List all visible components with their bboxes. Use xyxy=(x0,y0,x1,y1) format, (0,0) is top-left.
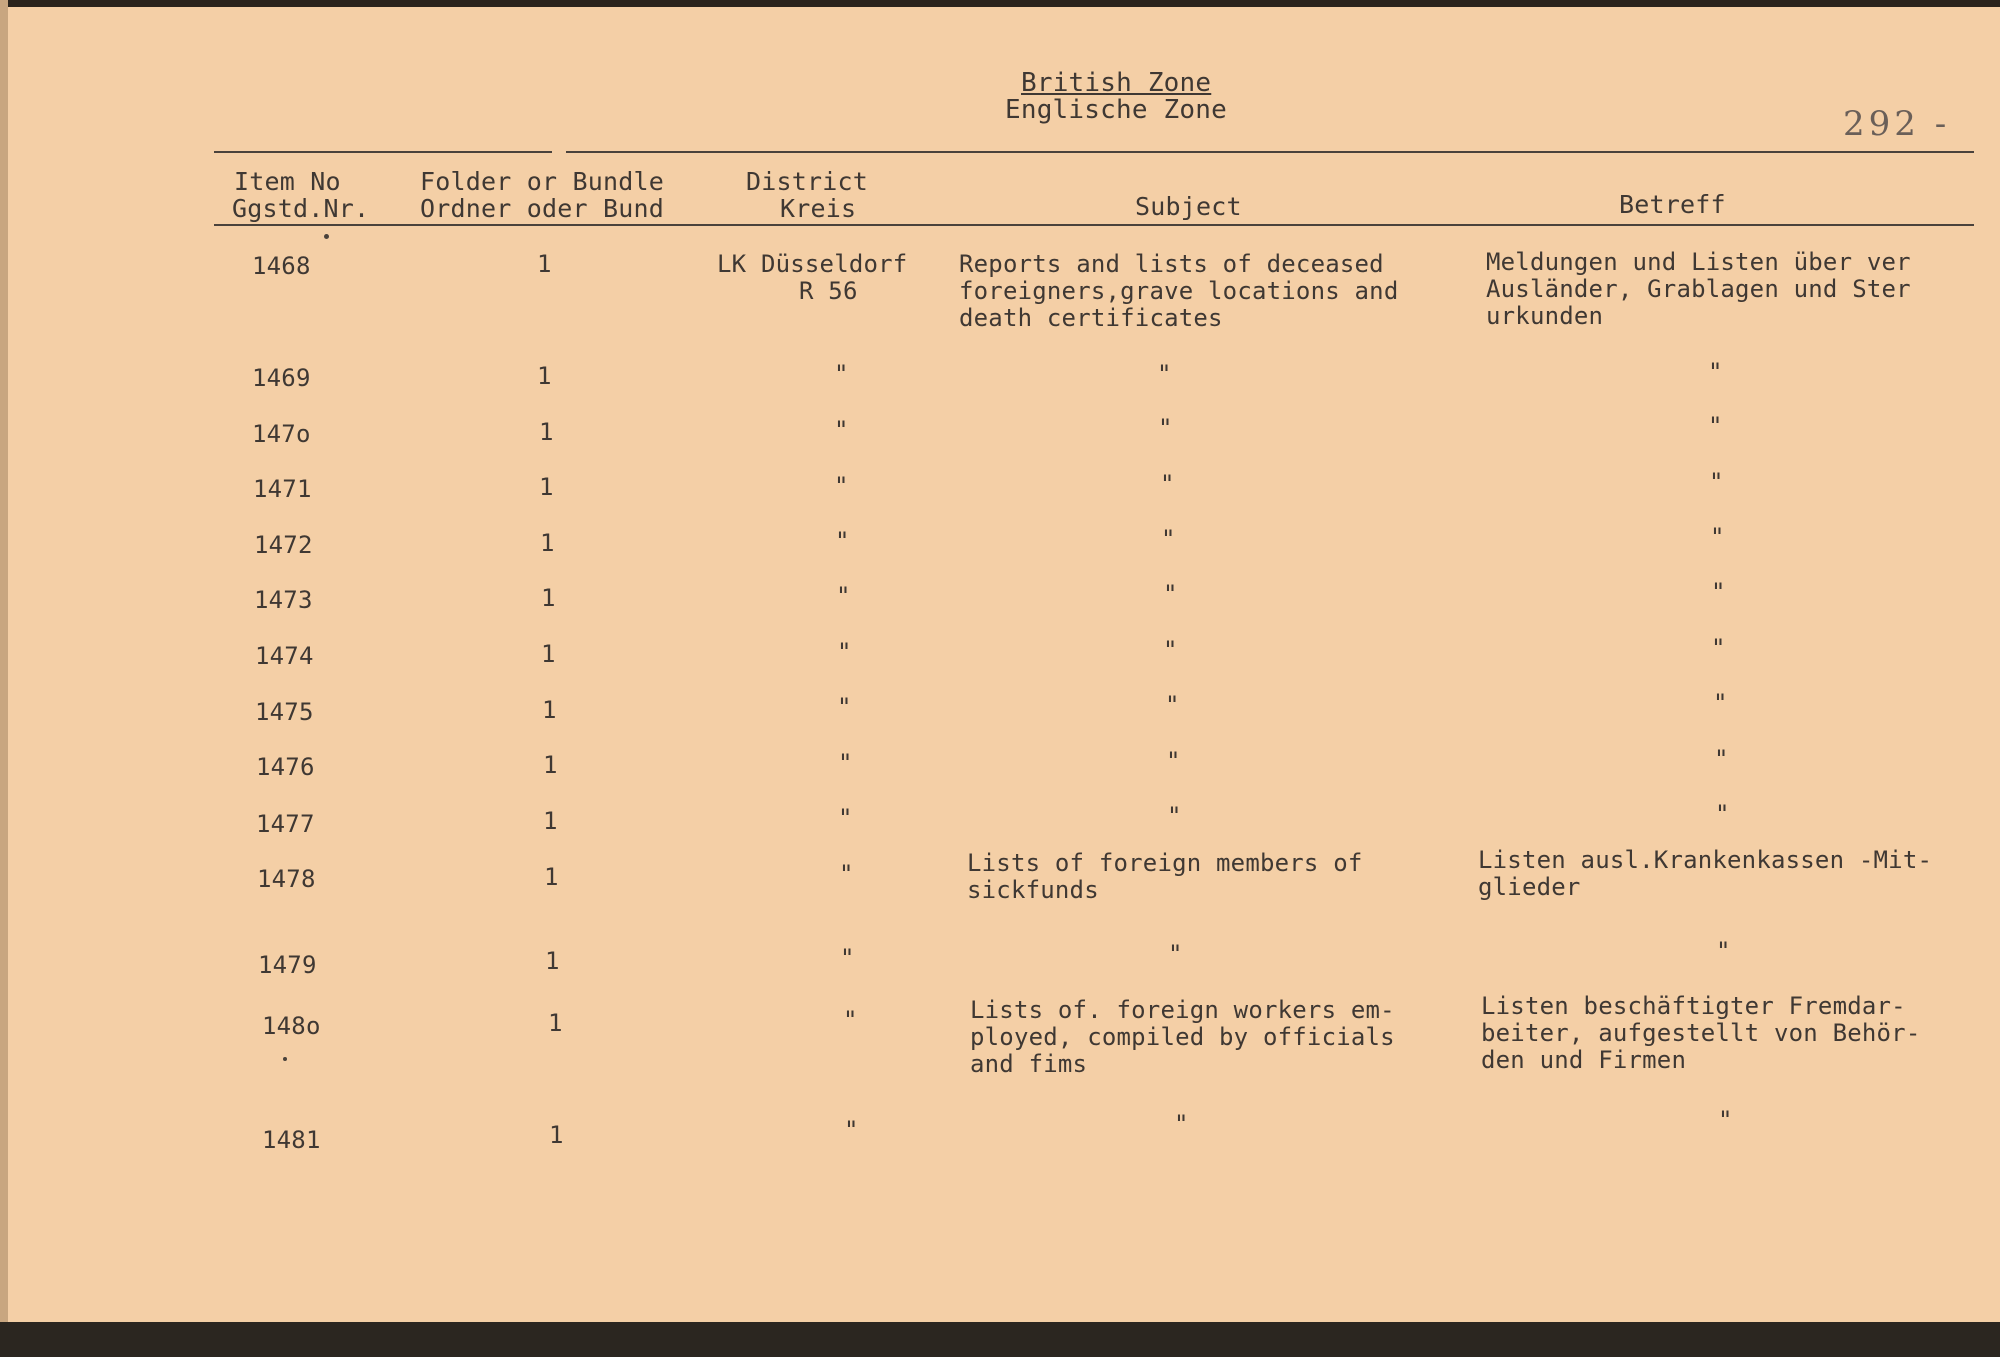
row-1475-folder: 1 xyxy=(542,696,557,724)
row-1478-district-ditto: " xyxy=(839,860,854,888)
row-1475-subject-ditto: " xyxy=(1165,691,1180,719)
row-1480-item: 148o xyxy=(262,1012,321,1040)
row-1481-district-ditto: " xyxy=(844,1116,859,1144)
row-1476-betreff-ditto: " xyxy=(1714,745,1729,773)
column-header-subject: Subject xyxy=(1135,192,1242,221)
row-1474-item: 1474 xyxy=(255,642,314,670)
row-1473-district-ditto: " xyxy=(836,582,851,610)
row-1478-item: 1478 xyxy=(257,865,316,893)
row-1477-betreff-ditto: " xyxy=(1715,800,1730,828)
row-1469-item: 1469 xyxy=(252,364,311,392)
page-number: 292 - xyxy=(1843,104,1951,144)
scan-top-edge xyxy=(0,0,2000,7)
row-1480-district-ditto: " xyxy=(843,1006,858,1034)
row-1470-betreff-ditto: " xyxy=(1708,412,1723,440)
row-1481-item: 1481 xyxy=(262,1126,321,1154)
row-1470-item: 147o xyxy=(252,420,311,448)
row-1479-subject-ditto: " xyxy=(1168,940,1183,968)
row-1478-subject: Lists of foreign members of sickfunds xyxy=(967,849,1363,904)
row-1477-item: 1477 xyxy=(256,810,315,838)
row-1481-subject-ditto: " xyxy=(1174,1110,1189,1138)
document-title: British Zone xyxy=(1021,68,1212,98)
row-1474-folder: 1 xyxy=(541,640,556,668)
row-1469-betreff-ditto: " xyxy=(1708,358,1723,386)
row-1470-subject-ditto: " xyxy=(1158,414,1173,442)
header-rule xyxy=(214,224,1974,226)
column-header-district-en: District xyxy=(746,167,869,196)
row-1472-district-ditto: " xyxy=(835,527,850,555)
row-1473-betreff-ditto: " xyxy=(1711,578,1726,606)
row-1476-item: 1476 xyxy=(256,753,315,781)
row-1471-item: 1471 xyxy=(253,475,312,503)
row-1474-subject-ditto: " xyxy=(1163,636,1178,664)
ink-dot xyxy=(283,1057,287,1061)
row-1469-folder: 1 xyxy=(537,362,552,390)
row-1470-folder: 1 xyxy=(539,418,554,446)
row-1479-item: 1479 xyxy=(258,951,317,979)
row-1476-folder: 1 xyxy=(543,751,558,779)
column-header-item-de: Ggstd.Nr. xyxy=(232,194,370,223)
top-rule-right xyxy=(566,151,1974,153)
row-1471-folder: 1 xyxy=(539,473,554,501)
column-header-folder-de: Ordner oder Bund xyxy=(420,194,665,223)
row-1472-folder: 1 xyxy=(540,529,555,557)
row-1477-subject-ditto: " xyxy=(1167,802,1182,830)
row-1472-betreff-ditto: " xyxy=(1710,523,1725,551)
column-header-item-en: Item No xyxy=(234,167,341,196)
row-1471-betreff-ditto: " xyxy=(1709,468,1724,496)
column-header-district-de: Kreis xyxy=(780,194,857,223)
row-1477-folder: 1 xyxy=(543,807,558,835)
scan-left-edge xyxy=(0,0,8,1357)
row-1481-betreff-ditto: " xyxy=(1718,1106,1733,1134)
column-header-folder-en: Folder or Bundle xyxy=(420,167,665,196)
row-1468-district-code: R 56 xyxy=(799,277,858,305)
row-1472-subject-ditto: " xyxy=(1161,525,1176,553)
row-1476-district-ditto: " xyxy=(838,749,853,777)
row-1480-betreff: Listen beschäftigter Fremdar- beiter, aufgestellt von Behör- den und Firmen xyxy=(1481,992,1921,1074)
row-1470-district-ditto: " xyxy=(834,416,849,444)
row-1474-district-ditto: " xyxy=(837,638,852,666)
row-1479-district-ditto: " xyxy=(840,944,855,972)
row-1468-subject: Reports and lists of deceased foreigners,grave locations and death certificates xyxy=(959,250,1399,332)
row-1473-item: 1473 xyxy=(254,586,313,614)
row-1469-subject-ditto: " xyxy=(1157,360,1172,388)
row-1481-folder: 1 xyxy=(549,1121,564,1149)
row-1475-district-ditto: " xyxy=(837,693,852,721)
row-1472-item: 1472 xyxy=(254,531,313,559)
row-1468-item: 1468 xyxy=(252,252,311,280)
row-1473-subject-ditto: " xyxy=(1163,580,1178,608)
row-1476-subject-ditto: " xyxy=(1166,747,1181,775)
ink-dot xyxy=(324,234,329,239)
row-1473-folder: 1 xyxy=(541,584,556,612)
row-1479-betreff-ditto: " xyxy=(1716,937,1731,965)
row-1479-folder: 1 xyxy=(545,947,560,975)
document-subtitle: Englische Zone xyxy=(1005,95,1227,125)
column-header-betreff: Betreff xyxy=(1619,190,1726,219)
row-1468-district: LK Düsseldorf xyxy=(717,250,908,278)
row-1478-betreff: Listen ausl.Krankenkassen -Mit- glieder xyxy=(1478,846,1933,901)
row-1475-item: 1475 xyxy=(255,698,314,726)
row-1471-subject-ditto: " xyxy=(1160,470,1175,498)
top-rule-left xyxy=(214,151,552,153)
row-1468-folder: 1 xyxy=(537,250,552,278)
row-1480-folder: 1 xyxy=(548,1009,563,1037)
row-1468-betreff: Meldungen und Listen über ver Ausländer, Grablagen und Ster urkunden xyxy=(1486,248,1911,330)
row-1469-district-ditto: " xyxy=(834,360,849,388)
row-1471-district-ditto: " xyxy=(834,472,849,500)
row-1474-betreff-ditto: " xyxy=(1711,634,1726,662)
row-1480-subject: Lists of. foreign workers em- ployed, compiled by officials and fims xyxy=(970,996,1395,1078)
scan-bottom-edge xyxy=(0,1322,2000,1357)
row-1478-folder: 1 xyxy=(544,863,559,891)
row-1477-district-ditto: " xyxy=(838,804,853,832)
row-1475-betreff-ditto: " xyxy=(1713,689,1728,717)
